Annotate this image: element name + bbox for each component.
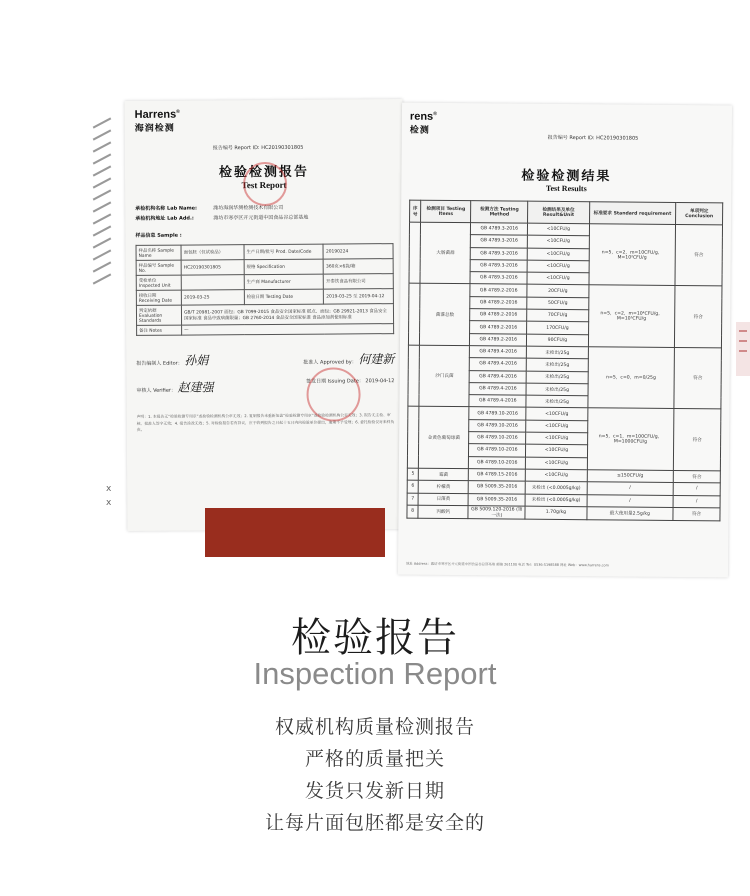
results-cell: 5 <box>407 468 418 480</box>
testing-item: 沙门氏菌 <box>419 345 470 407</box>
results-cell: ≤150CFU/g <box>587 470 674 483</box>
signature-row-1: 报告编制人 Editor： 孙娟 批准人 Approved by： 何建新 <box>136 352 395 368</box>
lab-name-row: 承检机构名称 Lab Name: 潍坊海润华测检测技术有限公司 <box>135 204 284 212</box>
standard-requirement: n=5，c=2，m=10⁴CFU/g，M=10⁵CFU/g <box>588 285 675 347</box>
editor-signature: 孙娟 <box>184 353 209 368</box>
testing-method: GB 4789.4-2016 <box>469 395 526 408</box>
testing-method: GB 4789.2-2016 <box>470 321 527 334</box>
results-cell: 柠檬黄 <box>418 480 468 493</box>
section-title: 检验报告 <box>291 615 459 661</box>
testing-method: GB 4789.4-2016 <box>470 346 527 359</box>
signature-row-2: 审核人 Verifier： 赵建强 签发日期 Issuing Date： 2019-04-12 <box>136 378 395 395</box>
decorative-slashes <box>92 122 116 290</box>
desc-line-1: 权威机构质量检测报告 <box>274 716 475 738</box>
results-cell: 最大使用量2.5g/kg <box>586 507 673 521</box>
testing-method: GB 4789.3-2016 <box>471 223 528 236</box>
testing-result: 70CFU/g <box>527 309 588 322</box>
test-results-sheet <box>398 103 732 578</box>
info-label: 样品名称 Sample Name <box>136 245 181 260</box>
results-column-header: 序号 <box>410 200 421 222</box>
results-cell: / <box>587 482 674 495</box>
results-cell: 霉菌 <box>418 468 468 481</box>
results-cell: / <box>673 483 720 496</box>
testing-method: GB 4789.10-2016 <box>469 432 526 445</box>
testing-method: GB 4789.3-2016 <box>470 272 527 285</box>
testing-method: GB 4789.10-2016 <box>469 407 526 420</box>
testing-method: GB 4789.2-2016 <box>470 296 527 309</box>
report-notes: 声明：1. 本报告无“检验检测专用章”或检验检测机构公章无效；2. 复制报告未重新加盖“检验检测专用章”或检验检测机构公章无效；3. 报告无主检、审核、批准人签字无效；4. 报告涂改无效；5. 对检验报告若有异议，应于收到报告之日起十五日内向检验单位提出，逾期不予受理；6. 委托检验仅对来样负责。 <box>136 412 395 432</box>
results-cell: <10CFU/g <box>526 469 587 482</box>
results-column-header: 检测方法 Testing Method <box>471 201 528 223</box>
seal-stamp-icon <box>243 162 287 206</box>
info-value: 2019-03-25 至 2019-04-12 <box>324 289 394 304</box>
item-number <box>407 407 419 469</box>
testing-result: 170CFU/g <box>527 322 588 335</box>
results-cell: GB 5009.120-2016 (第一法) <box>468 505 525 518</box>
info-value: 面包胚（仅试验品） <box>181 245 244 260</box>
testing-method: GB 4789.3-2016 <box>471 235 528 248</box>
testing-method: GB 4789.2-2016 <box>470 284 527 297</box>
section-title-en: Inspection Report <box>253 656 497 691</box>
testing-item: 大肠菌群 <box>420 222 471 284</box>
testing-item: 菌落总数 <box>420 284 471 346</box>
conclusion: 符合 <box>675 286 722 348</box>
testing-method: GB 4789.3-2016 <box>470 260 527 273</box>
results-cell: 日落黄 <box>418 493 468 506</box>
testing-result: 未检出/25g <box>527 358 588 371</box>
results-cell: 符合 <box>673 470 720 483</box>
standard-requirement: n=5，c=1，m=100CFU/g，M=1000CFU/g <box>587 408 674 470</box>
test-report-sheet <box>125 99 406 531</box>
report-title-en: Test Report <box>241 179 287 191</box>
info-value: GB/T 20981-2007 面包；GB 7099-2015 食品安全国家标准 糕点、面包；GB 29921-2013 食品安全国家标准 食品中致病菌限量；GB 2760-2014 食品安全国家标准 食品添加剂使用标准 <box>182 304 394 325</box>
testing-method: GB 4789.4-2016 <box>469 370 526 383</box>
info-label: 接收日期 Receiving Date <box>136 290 181 305</box>
info-value: 360克×6袋/箱 <box>323 259 393 274</box>
red-redaction-bar <box>205 508 385 557</box>
edge-sheet-fragment <box>736 322 750 376</box>
sample-info-table <box>136 243 395 336</box>
testing-result: 未检出/25g <box>526 395 587 408</box>
desc-line-3: 发货只发新日期 <box>304 780 445 802</box>
info-label: 备注 Notes <box>137 325 182 335</box>
testing-method: GB 4789.10-2016 <box>469 444 526 457</box>
testing-method: GB 4789.4-2016 <box>470 358 527 371</box>
results-table <box>406 200 723 522</box>
results-column-header: 标准要求 Standard requirement <box>589 202 676 225</box>
info-label: 规格 Specification <box>244 259 324 275</box>
testing-result: <10CFU/g <box>526 457 587 470</box>
brand-subtitle: 海润检测 <box>134 123 175 134</box>
desc-line-2: 严格的质量把关 <box>304 748 445 770</box>
testing-result: 90CFU/g <box>527 334 588 347</box>
testing-result: <10CFU/g <box>527 248 588 261</box>
conclusion: 符合 <box>674 347 721 409</box>
verifier-signature: 赵建强 <box>177 380 214 395</box>
results-footer: 地址 Address：潍坊市寒亭区开元街道中国食品谷总部基地 邮编 261100 电话 Tel：0536-5198588 网址 Web：www.harrens.com <box>406 561 609 568</box>
info-value: 2019-03-25 <box>181 290 244 305</box>
testing-method: GB 4789.2-2016 <box>470 309 527 322</box>
brand-subtitle-partial: 检测 <box>409 125 430 136</box>
testing-result: 未检出/25g <box>526 371 587 384</box>
testing-method: GB 4789.3-2016 <box>471 247 528 260</box>
info-label: 生产日期/批号 Prod. Date/Code <box>244 244 324 260</box>
testing-result: <10CFU/g <box>527 260 588 273</box>
testing-result: <10CFU/g <box>528 235 589 248</box>
results-cell: GB 4789.15-2016 <box>469 469 526 482</box>
testing-result: <10CFU/g <box>526 445 587 458</box>
testing-result: <10CFU/g <box>526 420 587 433</box>
info-value <box>181 275 244 290</box>
testing-result: 50CFU/g <box>527 297 588 310</box>
standard-requirement: n=5，c=0，m=0/25g <box>587 347 674 409</box>
info-row <box>137 324 394 336</box>
standard-requirement: n=5，c=2，m=10CFU/g，M=10²CFU/g <box>589 224 676 286</box>
testing-method: GB 4789.4-2016 <box>469 383 526 396</box>
results-column-header: 单项判定 Conclusion <box>676 202 723 224</box>
results-cell: GB 5009.35-2016 <box>468 493 525 506</box>
item-number <box>408 284 420 346</box>
report-number: 报告编号 Report ID: HC20190301805 <box>547 134 639 142</box>
results-cell: 符合 <box>673 507 720 520</box>
results-cell: 未检出 (<0.0005g/kg) <box>525 494 586 507</box>
info-label: 受检单位 Inspected Unit <box>136 275 181 290</box>
testing-method: GB 4789.10-2016 <box>469 456 526 469</box>
results-cell: 6 <box>407 480 418 492</box>
results-row <box>407 505 720 521</box>
conclusion: 符合 <box>675 224 722 286</box>
testing-result: <10CFU/g <box>526 432 587 445</box>
testing-item: 金黄色葡萄球菌 <box>419 407 470 469</box>
testing-method: GB 4789.10-2016 <box>469 419 526 432</box>
approver-signature: 何建新 <box>358 352 395 367</box>
info-label: 生产商 Manufacturer <box>244 274 324 290</box>
results-cell: 7 <box>407 493 418 505</box>
lab-address-row: 承检机构地址 Lab Add.: 潍坊市寒亭区开元街道中国食品谷总部基地 <box>135 214 309 222</box>
testing-result: 未检出/25g <box>527 346 588 359</box>
brand-logo: Harrens® <box>134 108 180 121</box>
issue-date: 2019-04-12 <box>365 378 395 385</box>
testing-method: GB 4789.2-2016 <box>470 333 527 346</box>
info-value: — <box>182 324 394 335</box>
testing-result: 20CFU/g <box>527 285 588 298</box>
approval-stamp-icon <box>306 367 360 421</box>
results-column-header: 检测项目 Testing Items <box>421 200 471 222</box>
results-cell: 8 <box>407 505 418 518</box>
results-cell: 丙酸钙 <box>418 505 468 518</box>
testing-result: 未检出/25g <box>526 383 587 396</box>
results-cell: 未检出 (<0.0005g/kg) <box>525 481 586 494</box>
item-number <box>409 222 421 284</box>
info-value: 20190224 <box>323 244 393 259</box>
info-value: 开泰饮食品有限公司 <box>324 274 394 289</box>
testing-result: <10CFU/g <box>527 272 588 285</box>
results-cell: / <box>673 495 720 508</box>
results-cell: / <box>587 494 674 507</box>
conclusion: 符合 <box>674 409 721 471</box>
decorative-x-marks: x x <box>106 484 112 508</box>
results-cell: GB 5009.35-2016 <box>468 481 525 494</box>
results-title-en: Test Results <box>545 183 587 194</box>
results-column-header: 检测结果及单位 Result&Unit <box>528 201 589 224</box>
report-title: 检验检测报告 <box>218 164 310 181</box>
report-number: 报告编号 Report ID: HC20190301805 <box>212 144 304 152</box>
info-label: 样品编号 Sample No. <box>136 260 181 275</box>
testing-result: <10CFU/g <box>526 408 587 421</box>
testing-result: <10CFU/g <box>528 223 589 236</box>
info-row <box>136 304 393 326</box>
brand-logo-partial: rens® <box>409 110 437 123</box>
results-title: 检验检测结果 <box>521 168 612 185</box>
desc-line-4: 让每片面包胚都是安全的 <box>264 812 485 834</box>
sample-info-label: 样品信息 Sample : <box>135 232 182 239</box>
results-cell: 1.70g/kg <box>525 506 586 520</box>
info-value: HC20190301805 <box>181 260 244 275</box>
info-label: 判定依据 Evaluation Standards <box>136 305 181 325</box>
item-number <box>408 345 420 407</box>
info-label: 检验日期 Testing Date <box>244 289 324 305</box>
